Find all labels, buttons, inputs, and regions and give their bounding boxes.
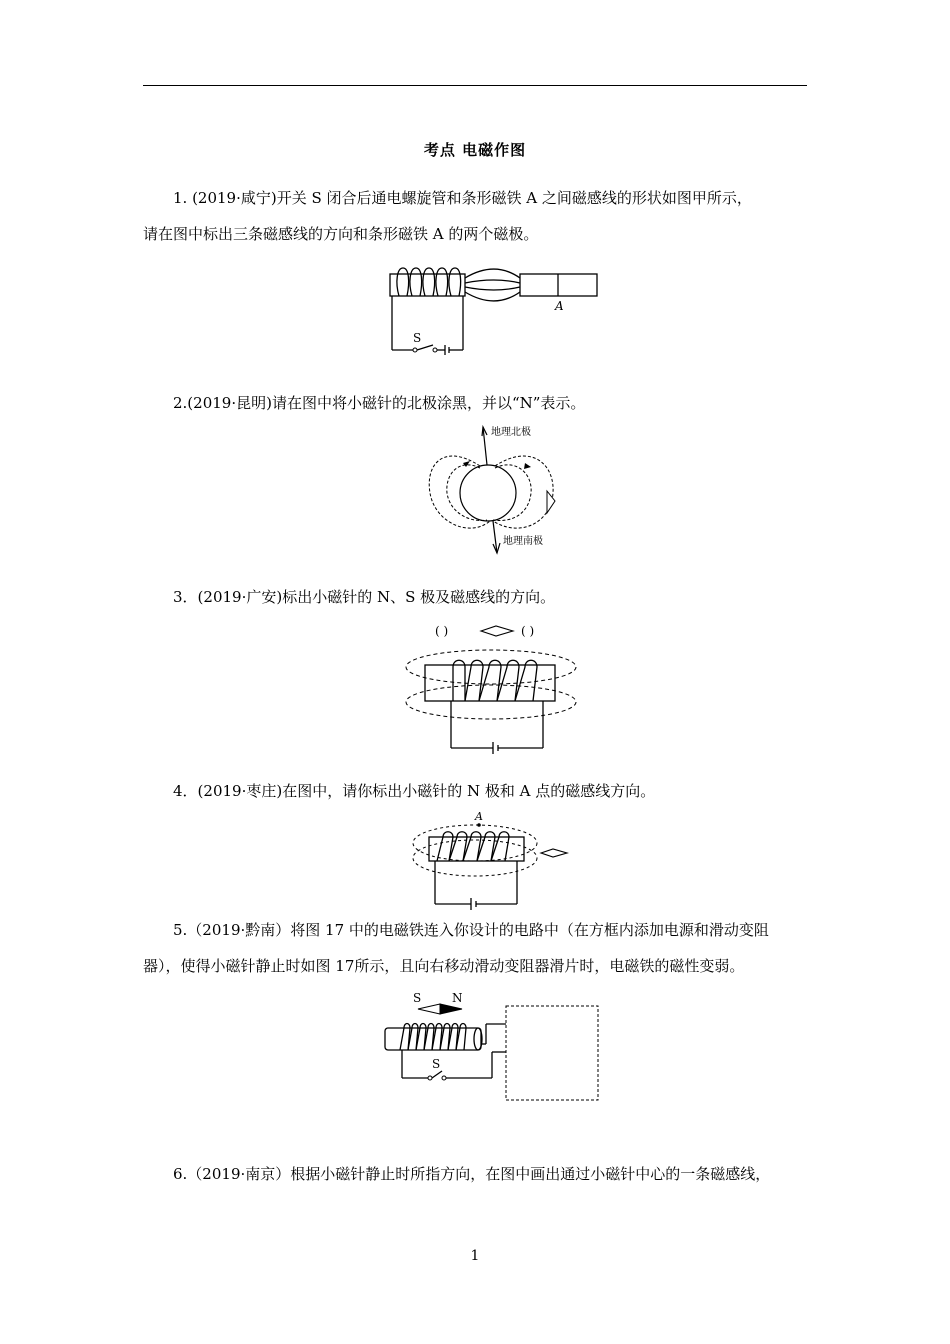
figure-3: [403, 620, 583, 755]
needle-n-label: N: [452, 991, 463, 1005]
question-3-line-1: 3．(2019·广安)标出小磁针的 N、S 极及磁感线的方向。: [173, 588, 556, 606]
figure-2: [425, 423, 565, 558]
circuit-box: [506, 1006, 598, 1100]
question-5-line-2: 器），使得小磁针静止时如图 17所示，且向右移动滑动变阻器滑片时，电磁铁的磁性变弱。: [143, 957, 745, 975]
question-1-line-1: 1. (2019·咸宁)开关 S 闭合后通电螺旋管和条形磁铁 A 之间磁感线的形状如图甲所示，: [173, 189, 752, 207]
question-3: [143, 579, 807, 615]
north-pole-label: 地理北极: [491, 427, 531, 438]
switch-label: S: [413, 331, 422, 345]
left-paren-label: ( ): [435, 624, 449, 638]
figure-1: [385, 262, 605, 362]
question-5: [143, 912, 807, 984]
question-1-line-2: 请在图中标出三条磁感线的方向和条形磁铁 A 的两个磁极。: [143, 225, 539, 243]
question-2-line-1: 2.(2019·昆明)请在图中将小磁针的北极涂黑，并以“N”表示。: [173, 394, 586, 412]
question-6-line-1: 6.（2019·南京）根据小磁针静止时所指方向，在图中画出通过小磁针中心的一条磁感线，: [173, 1165, 771, 1183]
question-1: [143, 180, 807, 252]
question-5-line-1: 5.（2019·黔南）将图 17 中的电磁铁连入你设计的电路中（在方框内添加电源和滑动变阻: [173, 921, 769, 939]
right-paren-label: ( ): [521, 624, 535, 638]
section-title: 考点 电磁作图: [423, 141, 527, 159]
question-2: [143, 385, 807, 421]
page-number: 1: [470, 1248, 480, 1264]
header-rule: [143, 85, 807, 86]
magnet-label: A: [555, 299, 564, 313]
question-6: [143, 1156, 807, 1192]
switch-label-5: S: [432, 1057, 441, 1071]
needle-s-label: S: [413, 991, 422, 1005]
question-4-line-1: 4．(2019·枣庄)在图中，请你标出小磁针的 N 极和 A 点的磁感线方向。: [173, 782, 656, 800]
figure-4: [405, 808, 575, 913]
point-a-label: A: [475, 810, 483, 823]
south-pole-label: 地理南极: [503, 536, 543, 547]
figure-5: [380, 988, 605, 1106]
question-4: [143, 773, 807, 809]
